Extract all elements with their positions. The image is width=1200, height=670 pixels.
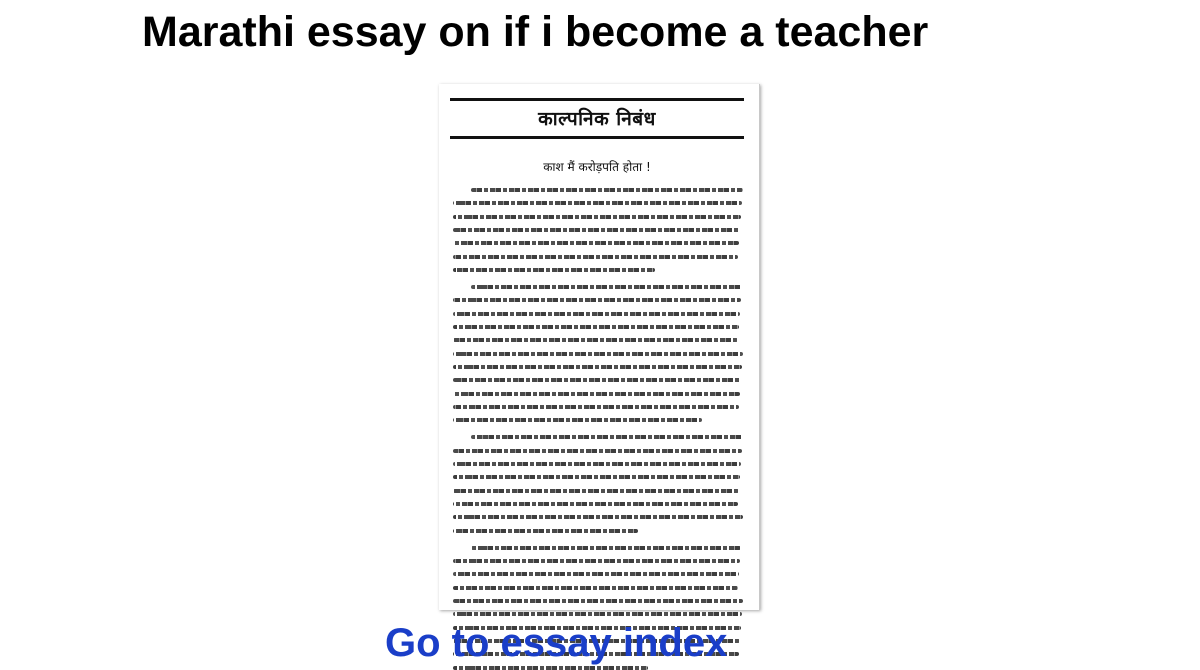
scan-text-line	[453, 418, 702, 422]
scan-text-line	[453, 405, 739, 409]
scan-text-line	[453, 475, 740, 479]
heading-rule-bottom	[450, 136, 744, 139]
scan-text-line	[453, 228, 740, 232]
scan-text-line	[453, 338, 738, 342]
scan-text-line	[471, 546, 741, 550]
scan-text-line	[453, 449, 742, 453]
scan-text-line	[453, 365, 742, 369]
scan-text-line	[453, 559, 740, 563]
scan-text-line	[453, 241, 739, 245]
scan-text-line	[453, 572, 739, 576]
scan-text-line	[453, 378, 741, 382]
scan-text-line	[453, 515, 743, 519]
scan-text-line	[471, 435, 743, 439]
scan-text-line	[453, 529, 638, 533]
scan-text-line	[453, 489, 739, 493]
scan-text-line	[453, 352, 743, 356]
scan-text-line	[453, 268, 655, 272]
heading-rule-top	[450, 98, 744, 101]
page-headline: Marathi essay on if i become a teacher	[142, 8, 929, 56]
scanned-essay-image	[439, 84, 760, 610]
scan-text-line	[453, 215, 741, 219]
scan-text-line	[453, 255, 738, 259]
scan-text-line	[453, 502, 738, 506]
scan-text-line	[453, 599, 743, 603]
scan-text-line	[471, 188, 743, 192]
scan-text-line	[453, 612, 742, 616]
scan-text-line	[453, 312, 740, 316]
essay-index-link[interactable]: Go to essay index	[385, 621, 728, 665]
scan-text-line	[453, 462, 741, 466]
scan-subtitle: काश मैं करोड़पति होता !	[543, 160, 651, 174]
scan-text-line	[453, 325, 739, 329]
scan-text-line	[453, 392, 740, 396]
scan-heading: काल्पनिक निबंध	[538, 108, 656, 130]
scan-text-line	[453, 298, 741, 302]
scan-text-line	[453, 586, 738, 590]
scan-text-line	[453, 201, 742, 205]
scan-text-line	[471, 285, 742, 289]
